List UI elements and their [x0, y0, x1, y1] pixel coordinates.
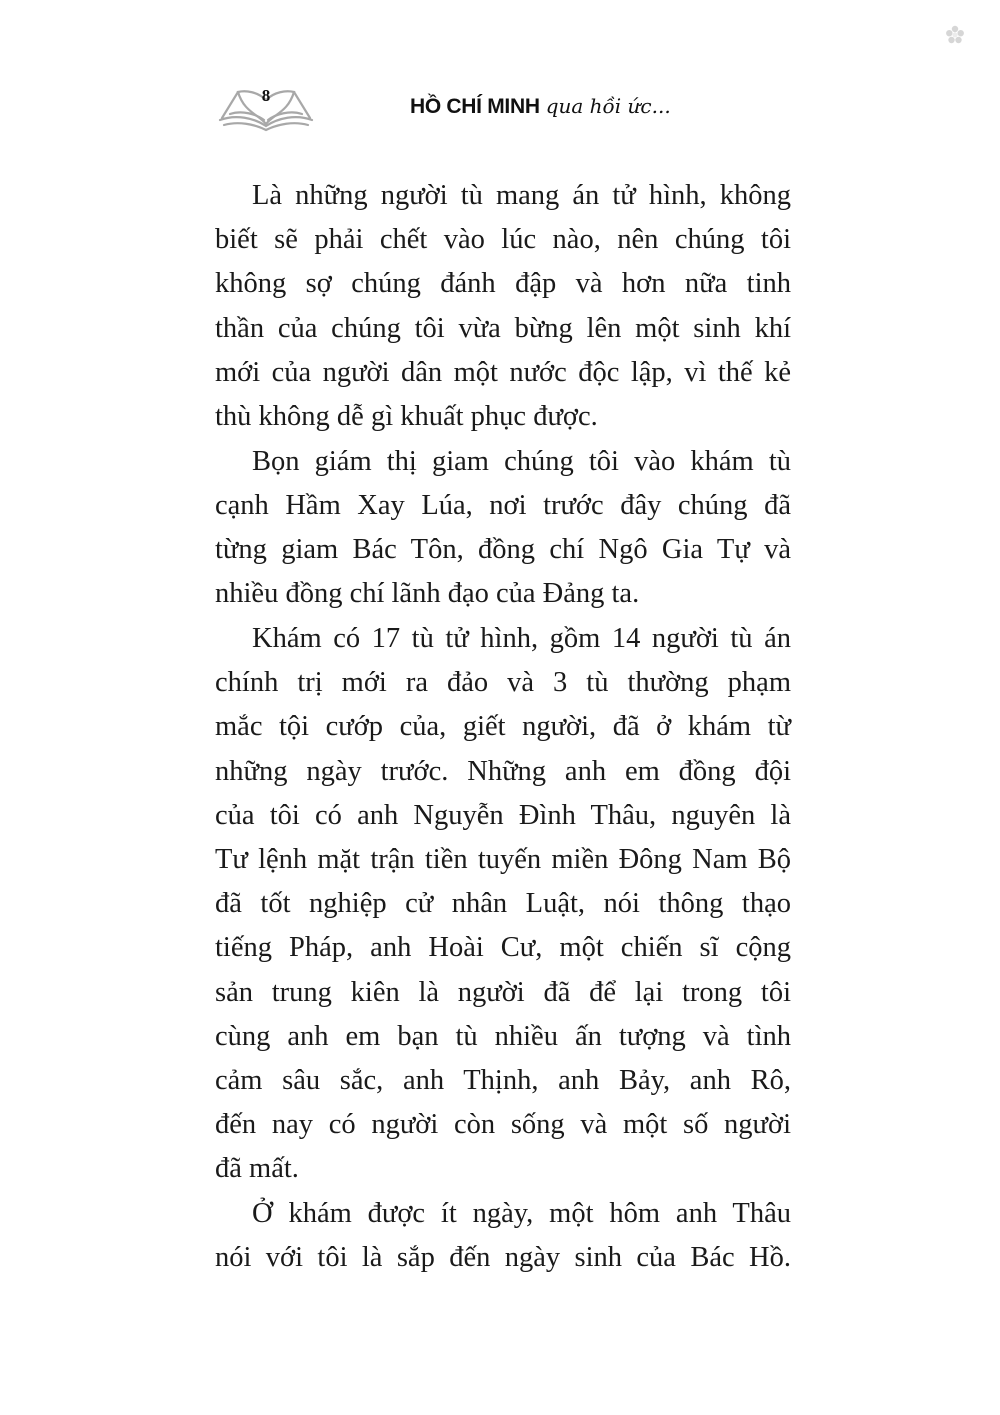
page-number: 8	[261, 86, 271, 105]
running-title	[410, 94, 671, 119]
text-line: cạnh Hầm Xay Lúa, nơi trước đây chúng đã	[215, 489, 791, 521]
text-line: từng giam Bác Tôn, đồng chí Ngô Gia Tự và	[215, 534, 791, 566]
text-line: đến nay có người còn sống và một số người	[215, 1109, 791, 1141]
text-line: cùng anh em bạn tù nhiều ấn tượng và tình	[215, 1020, 791, 1052]
text-line: tiếng Pháp, anh Hoài Cư, một chiến sĩ cộng	[215, 932, 791, 964]
text-line: không sợ chúng đánh đập và hơn nữa tinh	[215, 268, 791, 300]
text-line: cảm sâu sắc, anh Thịnh, anh Bảy, anh Rô,	[215, 1065, 791, 1096]
text-line: sản trung kiên là người đã để lại trong tôi	[215, 976, 791, 1008]
text-line: thù không dễ gì khuất phục được.	[215, 401, 598, 432]
text-line: những ngày trước. Những anh em đồng đội	[215, 755, 791, 787]
text-line: của tôi có anh Nguyễn Đình Thâu, nguyên là	[215, 799, 791, 831]
book-title-main: HỒ CHÍ MINH	[410, 95, 540, 118]
page-header	[0, 0, 1000, 150]
text-line: nhiều đồng chí lãnh đạo của Đảng ta.	[215, 578, 640, 610]
text-line: biết sẽ phải chết vào lúc nào, nên chúng tôi	[215, 224, 791, 256]
text-line: đã mất.	[215, 1153, 299, 1185]
text-line: thần của chúng tôi vừa bừng lên một sinh khí	[215, 312, 791, 344]
text-line: chính trị mới ra đảo và 3 tù thường phạm	[215, 667, 791, 699]
text-line: Tư lệnh mặt trận tiền tuyến miền Đông Nam Bộ	[215, 844, 791, 875]
text-line: Là những người tù mang án tử hình, không	[252, 180, 791, 211]
text-line: Ở khám được ít ngày, một hôm anh Thâu	[252, 1198, 791, 1230]
text-line: mắc tội cướp của, giết người, đã ở khám từ	[215, 711, 791, 743]
book-title-sub: qua hồi ức...	[545, 94, 671, 118]
text-line: Bọn giám thị giam chúng tôi vào khám tù	[252, 445, 791, 477]
text-line: Khám có 17 tù tử hình, gồm 14 người tù án	[252, 623, 791, 654]
text-line: đã tốt nghiệp cử nhân Luật, nói thông thạo	[215, 888, 791, 920]
text-line: mới của người dân một nước độc lập, vì thế kẻ	[215, 356, 791, 388]
text-line: nói với tôi là sắp đến ngày sinh của Bác Hồ.	[215, 1242, 791, 1274]
